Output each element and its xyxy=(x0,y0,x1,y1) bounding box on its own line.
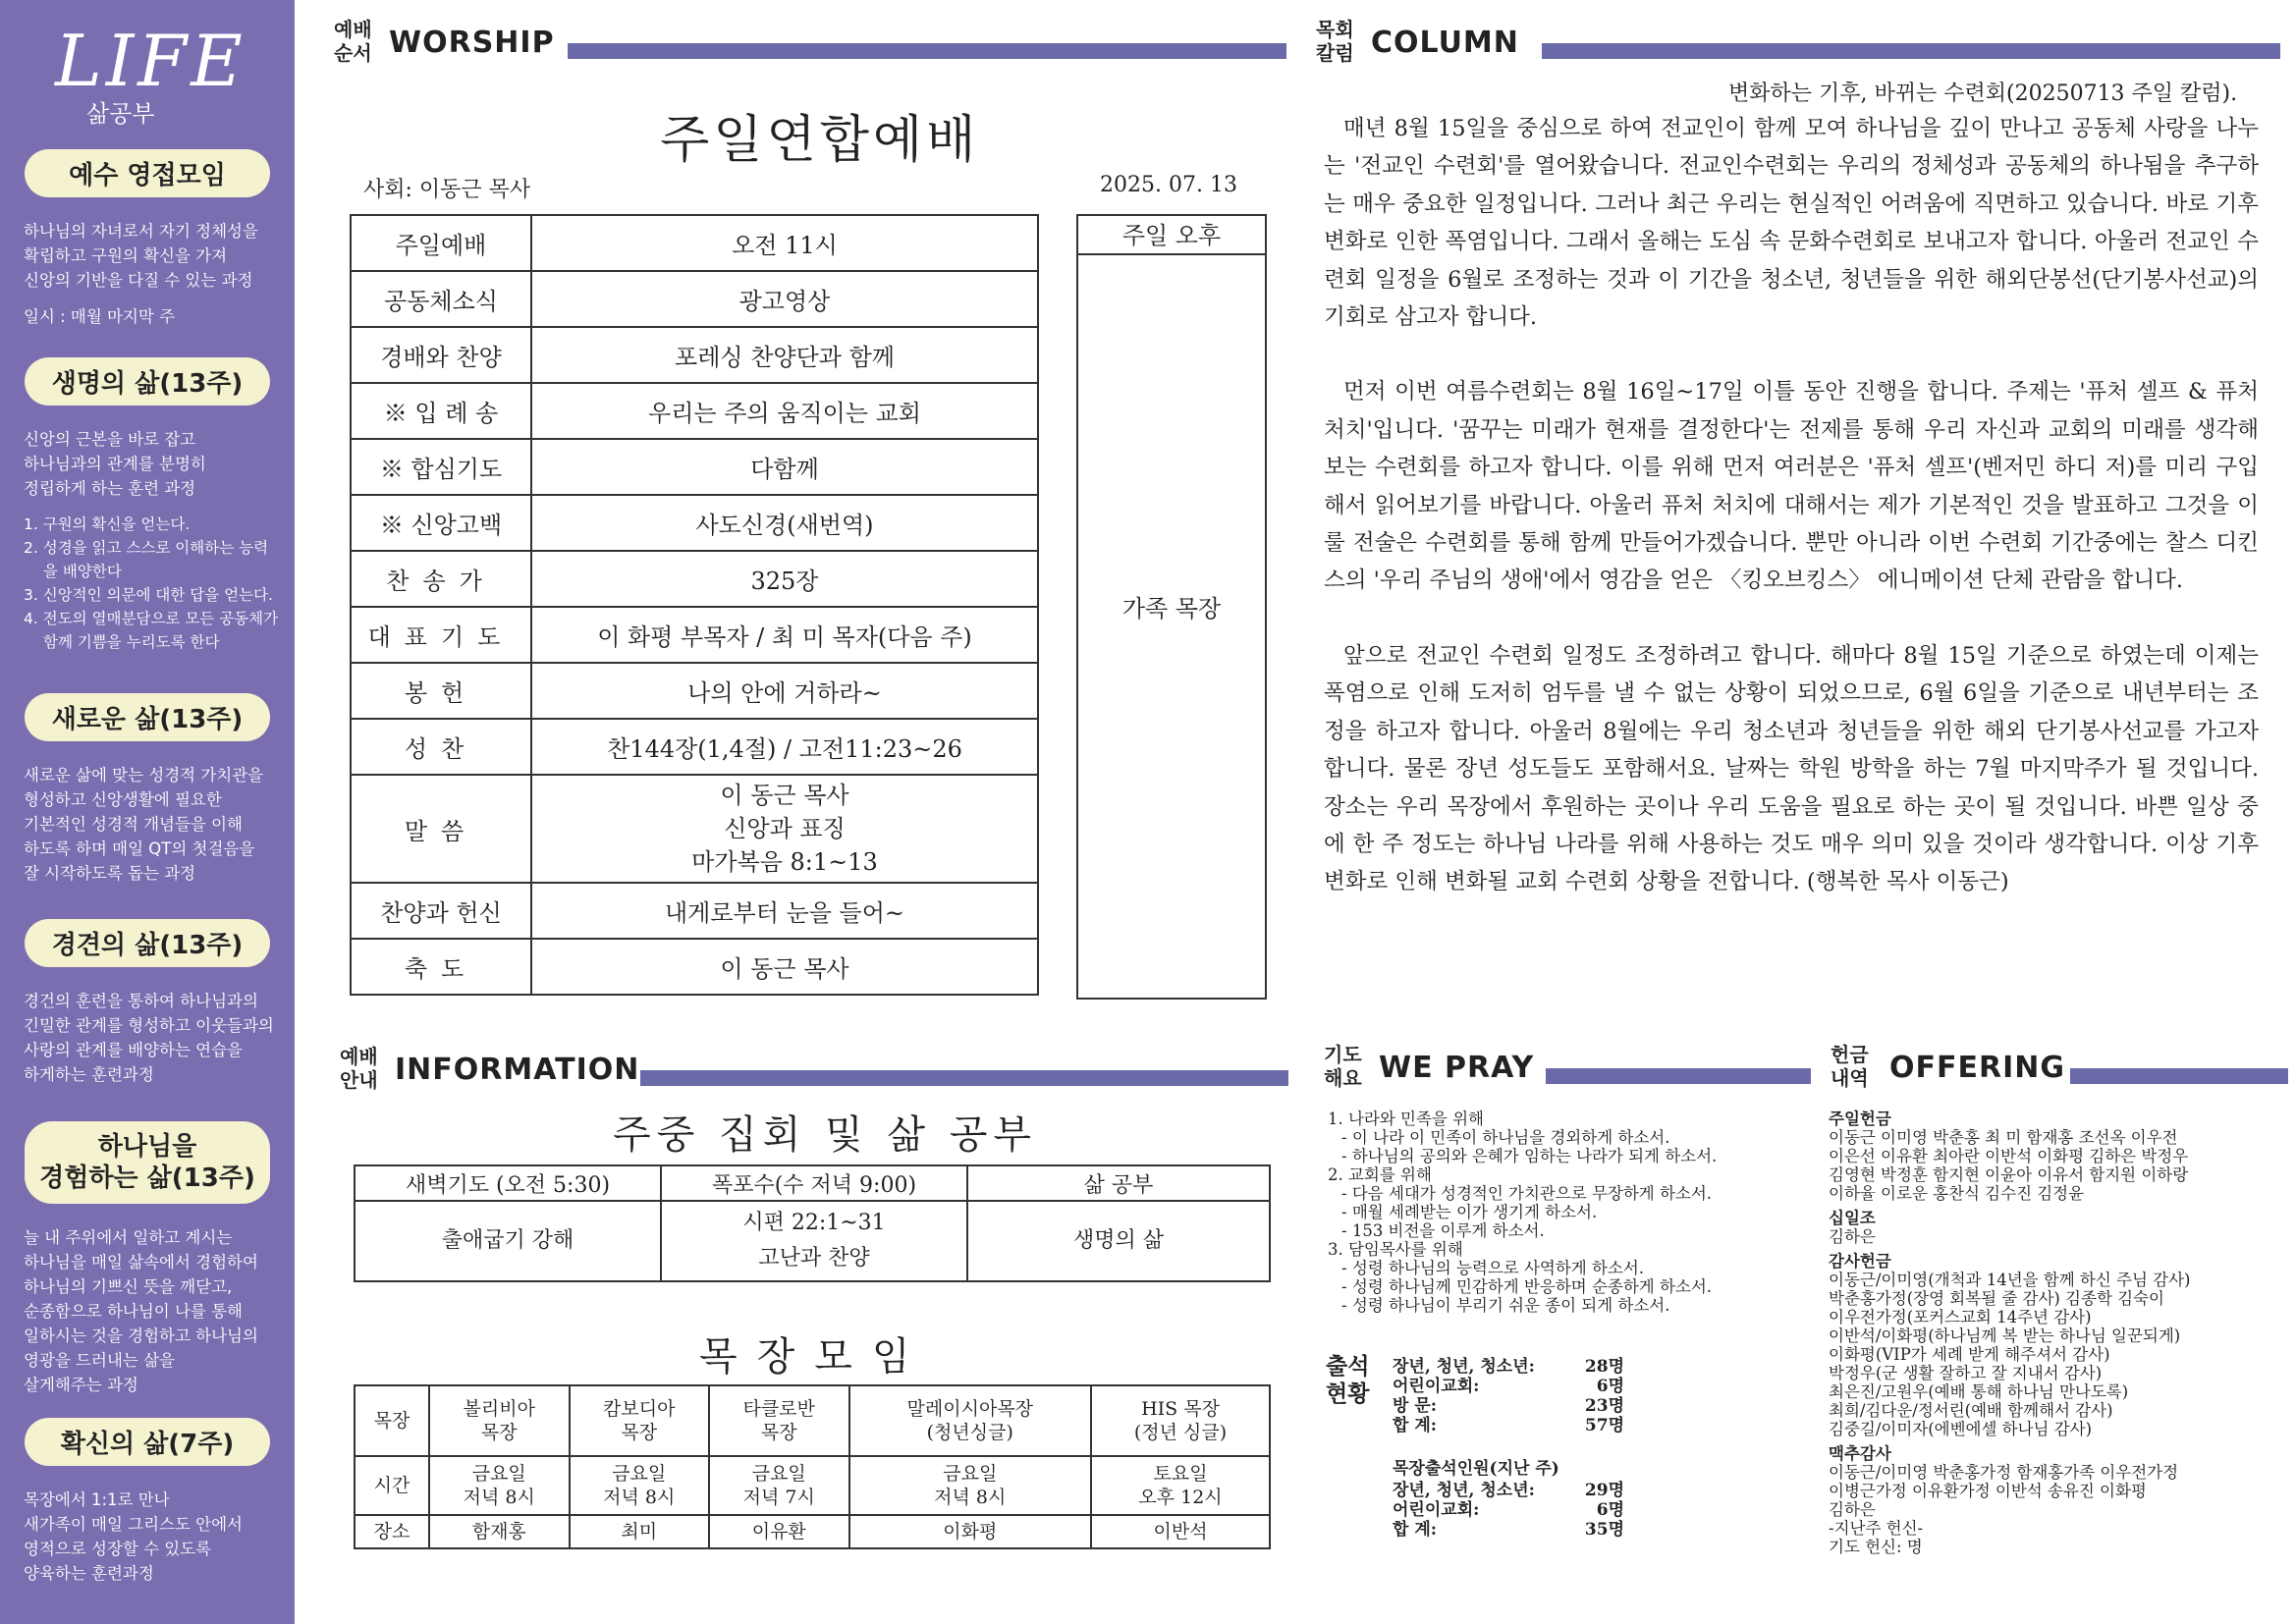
row-label: 경배와 찬양 xyxy=(351,327,531,383)
schedule-text: 일시 : 매월 마지막 주 xyxy=(24,307,176,326)
mokjang-time: 토요일 오후 12시 xyxy=(1091,1456,1270,1515)
section-pill: 생명의 삶(13주) xyxy=(25,357,270,406)
life-logo: LIFE xyxy=(55,20,246,102)
sidebar-section-life xyxy=(0,357,295,654)
mokjang-place: 함재홍 xyxy=(429,1515,570,1548)
sidebar-section-experiencing-god xyxy=(0,1121,295,1397)
pray-header-title: WE PRAY xyxy=(1379,1051,1535,1085)
attendance-subtitle: 목장출석인원(지난 주) xyxy=(1393,1459,1559,1479)
prayer-topic: 1. 나라와 민족을 위해 xyxy=(1328,1110,1484,1128)
row-value: 광고영상 xyxy=(531,271,1038,327)
section-description: 늘 내 주위에서 일하고 계시는 하나님을 매일 삶속에서 경험하여 하나님의 기쁘신 뜻을 깨닫고, 순종함으로 하나님이 나를 통해 일하시는 것을 경험하고 하나님의 영광을 드러내는 삶을 살게해주는 과정 xyxy=(24,1228,258,1394)
worship-row xyxy=(351,271,1038,327)
col-header: 폭포수(수 저녁 9:00) xyxy=(661,1165,967,1201)
section-description: 새로운 삶에 맞는 성경적 가치관을 형성하고 신앙생활에 필요한 기본적인 성경적 개념들을 이해 하도록 하며 매일 QT의 첫걸음을 잘 시작하도록 돕는 과정 xyxy=(24,766,264,883)
header-bar xyxy=(568,43,1286,59)
row-value: 이 동근 목사 xyxy=(531,939,1038,995)
worship-row xyxy=(351,215,1038,271)
attendance-row: 어린이교회: 6명 xyxy=(1393,1500,1624,1520)
offering-category: 맥추감사 xyxy=(1829,1444,1891,1463)
offering-names: 박춘홍가정(장영 회복될 줄 감사) 김종학 김숙이 xyxy=(1829,1289,2164,1308)
offering-names: 이반석/이화평(하나님께 복 받는 하나님 일꾼되게) xyxy=(1829,1326,2181,1345)
attendance-row: 합 계: 57명 xyxy=(1393,1416,1624,1435)
offering-names: 이병근가정 이유환가정 이반석 송유진 이화평 xyxy=(1829,1482,2147,1500)
mokjang-name: 타클로반 목장 xyxy=(709,1385,849,1456)
section-description: 경건의 훈련을 통하여 하나님과의 긴밀한 관계를 형성하고 이웃들과의 사랑의 관계를 배양하는 연습을 하게하는 훈련과정 xyxy=(24,992,274,1084)
row-label: 성찬 xyxy=(351,719,531,775)
row-label: 대표기도 xyxy=(351,607,531,663)
sidebar-section-assurance xyxy=(0,1418,295,1586)
section-pill: 새로운 삶(13주) xyxy=(25,693,270,741)
offering-category: 감사헌금 xyxy=(1829,1252,1891,1271)
pray-header: 기도 해요 WE PRAY xyxy=(1324,1043,1815,1094)
row-value: 다함께 xyxy=(531,439,1038,495)
row-value: 나의 안에 거하라~ xyxy=(531,663,1038,719)
offering-names: 최은진/고원우(예배 통해 하나님 만나도록) xyxy=(1829,1382,2129,1401)
row-value: 우리는 주의 움직이는 교회 xyxy=(531,383,1038,439)
header-bar xyxy=(640,1070,1288,1086)
offering-names: 이우전가정(포커스교회 14주년 감사) xyxy=(1829,1308,2092,1326)
prayer-item: - 하나님의 공의와 은혜가 임하는 나라가 되게 하소서. xyxy=(1341,1147,1718,1165)
mokjang-place: 최미 xyxy=(570,1515,710,1548)
row-label: 봉헌 xyxy=(351,663,531,719)
attendance-row: 장년, 청년, 청소년: 29명 xyxy=(1393,1481,1624,1500)
weekly-meetings-title: 주중 집회 및 삶 공부 xyxy=(613,1112,1037,1158)
column-title: 변화하는 기후, 바뀌는 수련회(20250713 주일 칼럼). xyxy=(1728,81,2238,106)
mokjang-time: 금요일 저녁 7시 xyxy=(709,1456,849,1515)
row-value: 내게로부터 눈을 들어~ xyxy=(531,883,1038,939)
section-pill: 경견의 삶(13주) xyxy=(25,919,270,967)
attendance-sunday xyxy=(1393,1357,1624,1435)
offering-names: 김하은 xyxy=(1829,1227,1876,1246)
row-label: ※ 입 례 송 xyxy=(351,383,531,439)
weekly-meetings-table xyxy=(354,1164,1271,1282)
offering-names: 기도 헌신: 명 xyxy=(1829,1538,1923,1556)
offering-names: 김하은 xyxy=(1829,1500,1876,1519)
worship-row xyxy=(351,883,1038,939)
mokjang-place: 이유환 xyxy=(709,1515,849,1548)
worship-row-sermon xyxy=(351,775,1038,883)
prayer-item: - 성령 하나님께 민감하게 반응하며 순종하게 하소서. xyxy=(1341,1277,1713,1296)
offering-names: 이동근 이미영 박춘홍 최 미 함재홍 조선옥 이우전 xyxy=(1829,1128,2178,1147)
row-label: 찬양과 헌신 xyxy=(351,883,531,939)
mokjang-name: 볼리비아 목장 xyxy=(429,1385,570,1456)
mokjang-title: 목장모임 xyxy=(699,1334,930,1380)
mokjang-name: 캄보디아 목장 xyxy=(570,1385,710,1456)
offering-names: 이화평(VIP가 세례 받게 해주셔서 감사) xyxy=(1829,1345,2110,1364)
offering-names: 박정우(군 생활 잘하고 잘 지내서 감사) xyxy=(1829,1364,2103,1382)
section-description: 하나님의 자녀로서 자기 정체성을 확립하고 구원의 확신을 가져 신앙의 기반을 다질 수 있는 과정 일시 : 매월 마지막 주 xyxy=(24,219,281,329)
column-header-title: COLUMN xyxy=(1371,26,1519,60)
afternoon-service-box xyxy=(1076,214,1267,1000)
worship-row xyxy=(351,439,1038,495)
sidebar xyxy=(0,0,295,1624)
worship-row xyxy=(351,551,1038,607)
sidebar-section-welcome xyxy=(0,149,295,329)
prayer-topic: 2. 교회를 위해 xyxy=(1328,1165,1432,1184)
prayer-item: - 매월 세례받는 이가 생기게 하소서. xyxy=(1341,1203,1598,1221)
row-label: 목장 xyxy=(355,1385,429,1456)
row-value: 이 동근 목사 신앙과 표징 마가복음 8:1~13 xyxy=(531,775,1038,883)
offering-names: 이하율 이로운 홍찬식 김수진 김정윤 xyxy=(1829,1184,2085,1203)
row-label: ※ 신앙고백 xyxy=(351,495,531,551)
prayer-topic: 3. 담임목사를 위해 xyxy=(1328,1240,1463,1259)
row-value: 오전 11시 xyxy=(531,215,1038,271)
offering-names: 이은선 이유환 최아란 이반석 이화평 김하은 박정우 xyxy=(1829,1147,2189,1165)
row-label: 말씀 xyxy=(351,775,531,883)
row-label: ※ 합심기도 xyxy=(351,439,531,495)
row-label: 축도 xyxy=(351,939,531,995)
worship-header-title: WORSHIP xyxy=(389,26,555,60)
prayer-item: - 이 나라 이 민족이 하나님을 경외하게 하소서. xyxy=(1341,1128,1670,1147)
sidebar-section-devotion xyxy=(0,919,295,1087)
table-cell: 시편 22:1~31 고난과 찬양 xyxy=(661,1201,967,1281)
worship-host: 사회: 이동근 목사 xyxy=(363,178,531,202)
column-paragraph: 매년 8월 15일을 중심으로 하여 전교인이 함께 모여 하나님을 깊이 만나고 공동체 사랑을 나누는 '전교인 수련회'를 열어왔습니다. 전교인수련회는 우리의 정체성과 공동체의 하나됨을 추구하는 매우 중요한 일정입니다. 그러나 최근 우리는 현실적인 어려움에 직면하고 있습니다. 바로 기후변화로 인한 폭염입니다. 그래서 올해는 도심 속 문화수련회로 보내고자 합니다. 아울러 전교인 수련회 일정을 6월로 조정하는 것과 이 기간을 청소년, 청년들을 위한 해외단봉선(단기봉사선교)의 기회로 삼고자 합니다. xyxy=(1324,116,2259,331)
worship-row xyxy=(351,327,1038,383)
mokjang-table xyxy=(354,1384,1271,1549)
attendance-row: 장년, 청년, 청소년: 28명 xyxy=(1393,1357,1624,1377)
worship-date: 2025. 07. 13 xyxy=(1100,173,1237,197)
afternoon-activity: 가족 목장 xyxy=(1121,595,1222,623)
offering-names: 최희/김다운/정서린(예배 함께해서 감사) xyxy=(1829,1401,2113,1420)
header-bar xyxy=(1546,1068,1811,1084)
section-pill: 확신의 삶(7주) xyxy=(25,1418,270,1466)
information-header-title: INFORMATION xyxy=(395,1053,640,1087)
mokjang-time: 금요일 저녁 8시 xyxy=(429,1456,570,1515)
offering-names: 이동근/이미영 박춘홍가정 함재홍가족 이우전가정 xyxy=(1829,1463,2179,1482)
column-paragraph: 먼저 이번 여름수련회는 8월 16일~17일 이틀 동안 진행을 합니다. 주제는 '퓨처 셀프 & 퓨처 처치'입니다. '꿈꾸는 미래가 현재를 결정한다'는 전제를 통해 우리 자신과 교회의 미래를 생각해 보는 수련회를 하고자 합니다. 이를 위해 먼저 여러분은 '퓨처 셀프'(벤저민 하디 저)를 미리 구입해서 읽어보기를 바랍니다. 아울러 퓨처 처치에 대해서는 제가 기본적인 것을 발표하고 그것을 이룰 전술은 수련회를 통해 함께 만들어가겠습니다. 뿐만 아니라 이번 수련회 기간중에는 찰스 디킨스의 '우리 주님의 생애'에서 영감을 얻은 〈킹오브킹스〉 에니메이션 단체 관람을 합니다. xyxy=(1324,379,2259,594)
table-cell: 생명의 삶 xyxy=(967,1201,1270,1281)
section-pill: 하나님을 경험하는 삶(13주) xyxy=(25,1121,270,1204)
attendance-label: 출석 현황 xyxy=(1326,1354,1370,1407)
mokjang-place: 이화평 xyxy=(849,1515,1092,1548)
row-label: 찬송가 xyxy=(351,551,531,607)
offering-names: 이동근/이미영(개척과 14년을 함께 하신 주님 감사) xyxy=(1829,1271,2191,1289)
attendance-row: 합 계: 35명 xyxy=(1393,1520,1624,1540)
mokjang-name: 말레이시아목장 (청년싱글) xyxy=(849,1385,1092,1456)
worship-order-table xyxy=(350,214,1039,996)
prayer-item: - 다음 세대가 성경적인 가치관으로 무장하게 하소서. xyxy=(1341,1184,1713,1203)
offering-header: 헌금 내역 OFFERING xyxy=(1831,1043,2288,1094)
offering-names: -지난주 헌신- xyxy=(1829,1519,1924,1538)
information-header: 예배 안내 INFORMATION xyxy=(340,1045,1296,1096)
row-value: 325장 xyxy=(531,551,1038,607)
worship-header: 예배 순서 WORSHIP xyxy=(334,18,1296,69)
col-header: 새벽기도 (오전 5:30) xyxy=(355,1165,661,1201)
row-value: 이 화평 부목자 / 최 미 목자(다음 주) xyxy=(531,607,1038,663)
mokjang-name: HIS 목장 (정년 싱글) xyxy=(1091,1385,1270,1456)
prayer-item: - 성령 하나님이 부리기 쉬운 종이 되게 하소서. xyxy=(1341,1296,1670,1315)
worship-row xyxy=(351,495,1038,551)
attendance-row: 어린이교회: 6명 xyxy=(1393,1377,1624,1396)
row-label: 공동체소식 xyxy=(351,271,531,327)
header-bar xyxy=(2070,1068,2288,1084)
worship-row xyxy=(351,663,1038,719)
sidebar-section-new-life xyxy=(0,693,295,886)
section-pill: 예수 영접모임 xyxy=(25,149,270,197)
column-paragraph: 앞으로 전교인 수련회 일정도 조정하려고 합니다. 해마다 8월 15일 기준으로 하였는데 이제는 폭염으로 인해 도저히 엄두를 낼 수 없는 상황이 되었으므로, 6월 6일을 기준으로 내년부터는 조정을 하고자 합니다. 아울러 8월에는 우리 청소년과 청년들을 위한 해외 단기봉사선교를 가고자 합니다. 물론 장년 성도들도 포함해서요. 날짜는 학원 방학을 하는 7월 마지막주가 될 것입니다. 장소는 우리 목장에서 후원하는 곳이나 우리 도움을 필요로 하는 곳이 될 것입니다. 바쁜 일상 중에 한 주 정도는 하나님 나라를 위해 사용하는 것도 매우 의미 있을 것이라 생각합니다. 이상 기후 변화로 인해 변화될 교회 수련회 상황을 전합니다. (행복한 목사 이동근) xyxy=(1324,642,2259,895)
row-value: 포레싱 찬양단과 함께 xyxy=(531,327,1038,383)
section-description: 목장에서 1:1로 만나 새가족이 매일 그리스도 안에서 영적으로 성장할 수 있도록 양육하는 훈련과정 xyxy=(24,1490,243,1583)
worship-title: 주일연합예배 xyxy=(660,111,980,170)
offering-header-title: OFFERING xyxy=(1889,1051,2065,1085)
mokjang-time: 금요일 저녁 8시 xyxy=(849,1456,1092,1515)
offering-category: 주일헌금 xyxy=(1829,1110,1891,1128)
worship-row xyxy=(351,939,1038,995)
attendance-mokjang xyxy=(1393,1459,1624,1540)
row-label: 장소 xyxy=(355,1515,429,1548)
col-header: 삶 공부 xyxy=(967,1165,1270,1201)
row-label: 주일예배 xyxy=(351,215,531,271)
section-description: 신앙의 근본을 바로 잡고 하나님과의 관계를 분명히 정립하게 하는 훈련 과정 1. 구원의 확신을 얻는다. 2. 성경을 읽고 스스로 이해하는 능력을 배양한다 3. 신앙적인 의문에 대한 답을 얻는다. 4. 전도의 열매분담으로 모든 공동체가 함께 기쁨을 누리도록 한다 xyxy=(24,427,281,654)
header-bar xyxy=(1542,43,2280,59)
row-value: 찬144장(1,4절) / 고전11:23~26 xyxy=(531,719,1038,775)
mokjang-place: 이반석 xyxy=(1091,1515,1270,1548)
prayer-item: - 153 비전을 이루게 하소서. xyxy=(1341,1221,1545,1240)
goal-list: 1. 구원의 확신을 얻는다. 2. 성경을 읽고 스스로 이해하는 능력을 배양한다 3. 신앙적인 의문에 대한 답을 얻는다. 4. 전도의 열매분담으로 모든 공동체가 함께 기쁨을 누리도록 한다 xyxy=(24,515,279,651)
row-label: 시간 xyxy=(355,1456,429,1515)
attendance-row: 방 문: 23명 xyxy=(1393,1396,1624,1416)
prayer-list xyxy=(1328,1110,1819,1315)
column-body xyxy=(1324,110,2259,939)
column-header: 목회 칼럼 COLUMN xyxy=(1316,18,2288,69)
offering-names: 김중길/이미자(에벤에셀 하나님 감사) xyxy=(1829,1420,2093,1438)
table-cell: 출애굽기 강해 xyxy=(355,1201,661,1281)
offering-category: 십일조 xyxy=(1829,1209,1876,1227)
prayer-item: - 성령 하나님의 능력으로 사역하게 하소서. xyxy=(1341,1259,1645,1277)
mokjang-time: 금요일 저녁 8시 xyxy=(570,1456,710,1515)
logo-subtitle: 삶공부 xyxy=(86,100,155,128)
worship-row xyxy=(351,719,1038,775)
worship-row xyxy=(351,607,1038,663)
row-value: 사도신경(새번역) xyxy=(531,495,1038,551)
afternoon-heading: 주일 오후 xyxy=(1078,216,1265,255)
offering-names: 김영현 박정훈 함지현 이윤아 이유서 함지원 이하랑 xyxy=(1829,1165,2189,1184)
worship-row xyxy=(351,383,1038,439)
offering-list xyxy=(1829,1110,2267,1556)
